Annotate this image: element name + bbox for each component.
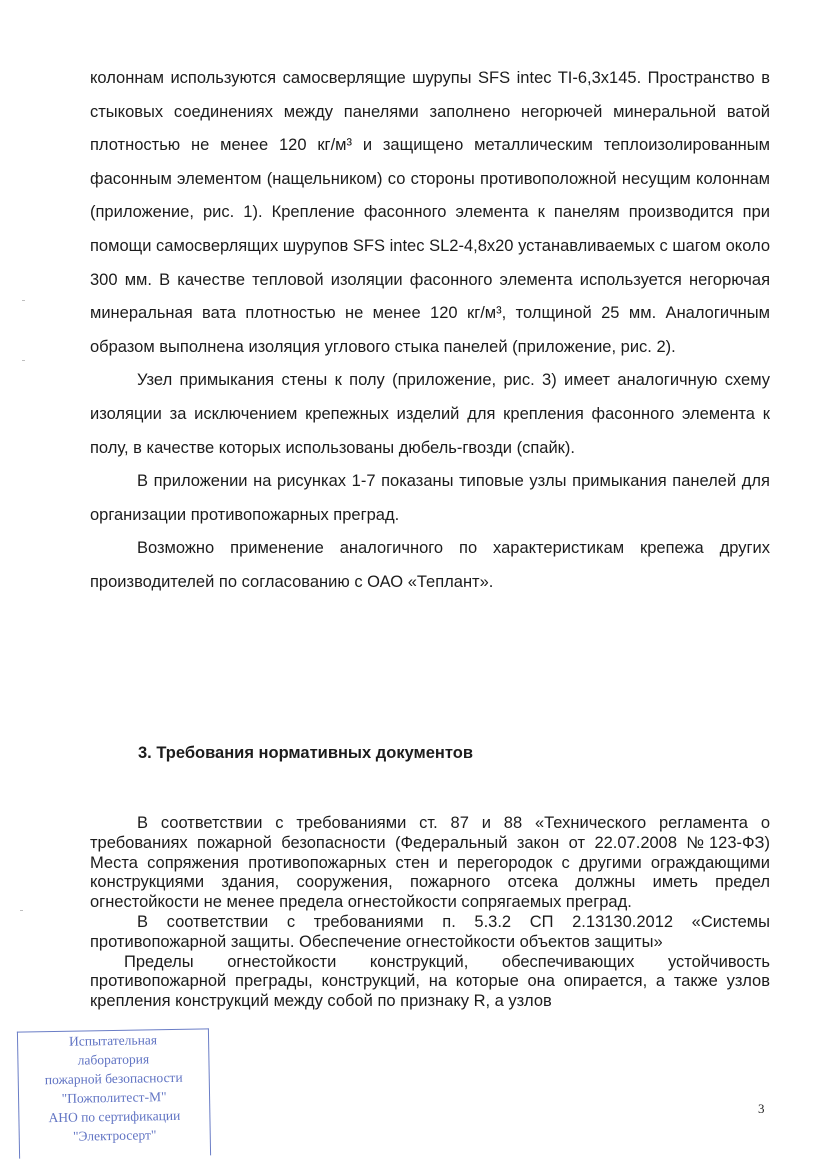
- paragraph-2: Узел примыкания стены к полу (приложение, рис. 3) имеет аналогичную схему изоляции за исключением крепежных изделий для крепления фасонного элемента к полу, в качестве которых использованы дюбель-гвозди (спайк).: [90, 371, 770, 457]
- paragraph-3: В приложении на рисунках 1-7 показаны типовые узлы примыкания панелей для организации противопожарных преград.: [90, 472, 770, 524]
- page-number: 3: [758, 1101, 765, 1116]
- stamp-line: АНО по сертификации: [48, 1107, 181, 1126]
- stamp-line: пожарной безопасности: [44, 1069, 183, 1088]
- stamp-line: "Пожполитест-М": [61, 1089, 167, 1106]
- stamp-line: лаборатория: [77, 1051, 150, 1068]
- laboratory-stamp: [17, 1028, 211, 1158]
- section-paragraph-2: В соответствии с требованиями п. 5.3.2 СП 2.13130.2012 «Системы противопожарной защиты. Обеспечение огнестойкости объектов защиты»: [90, 912, 770, 951]
- section-heading: 3. Требования нормативных документов: [138, 744, 473, 762]
- section-paragraph-1: В соответствии с требованиями ст. 87 и 88 «Технического регламента о требованиях пожарной безопасности (Федеральный закон от 22.07.2008 №123-ФЗ) Места сопряжения противопожарных стен и перегородок с другими ограждающими конструкциями здания, сооружения, пожарного отсека должны иметь предел огнестойкости не менее предела огнестойкости сопрягаемых преград.: [90, 814, 770, 912]
- stamp-line: Испытательная: [68, 1032, 158, 1049]
- body-text: [90, 62, 770, 600]
- scan-speck: [22, 300, 25, 301]
- section-paragraph-3: Пределы огнестойкости конструкций, обеспечивающих устойчивость противопожарной преграды, конструкций, на которые она опирается, а также узлов крепления конструкций между собой по признаку R, а узлов: [90, 952, 770, 1011]
- stamp-line: "Электросерт": [72, 1127, 157, 1144]
- paragraph-1: колоннам используются самосверлящие шурупы SFS intec TI-6,3x145. Пространство в стыковых соединениях между панелями заполнено негорючей минеральной ватой плотностью не менее 120 кг/м³ и защищено металлическим теплоизолированным фасонным элементом (нащельником) со стороны противоположной несущим колоннам (приложение, рис. 1). Крепление фасонного элемента к панелям производится при помощи самосверлящих шурупов SFS intec SL2-4,8x20 устанавливаемых с шагом около 300 мм. В качестве тепловой изоляции фасонного элемента используется негорючая минеральная вата плотностью не менее 120 кг/м³, толщиной 25 мм. Аналогичным образом выполнена изоляция углового стыка панелей (приложение, рис. 2).: [90, 69, 770, 356]
- scan-speck: [20, 910, 23, 911]
- paragraph-4: Возможно применение аналогичного по характеристикам крепежа других производителей по согласованию с ОАО «Теплант».: [90, 539, 770, 591]
- section-text: [90, 814, 770, 1012]
- scan-speck: [22, 360, 25, 361]
